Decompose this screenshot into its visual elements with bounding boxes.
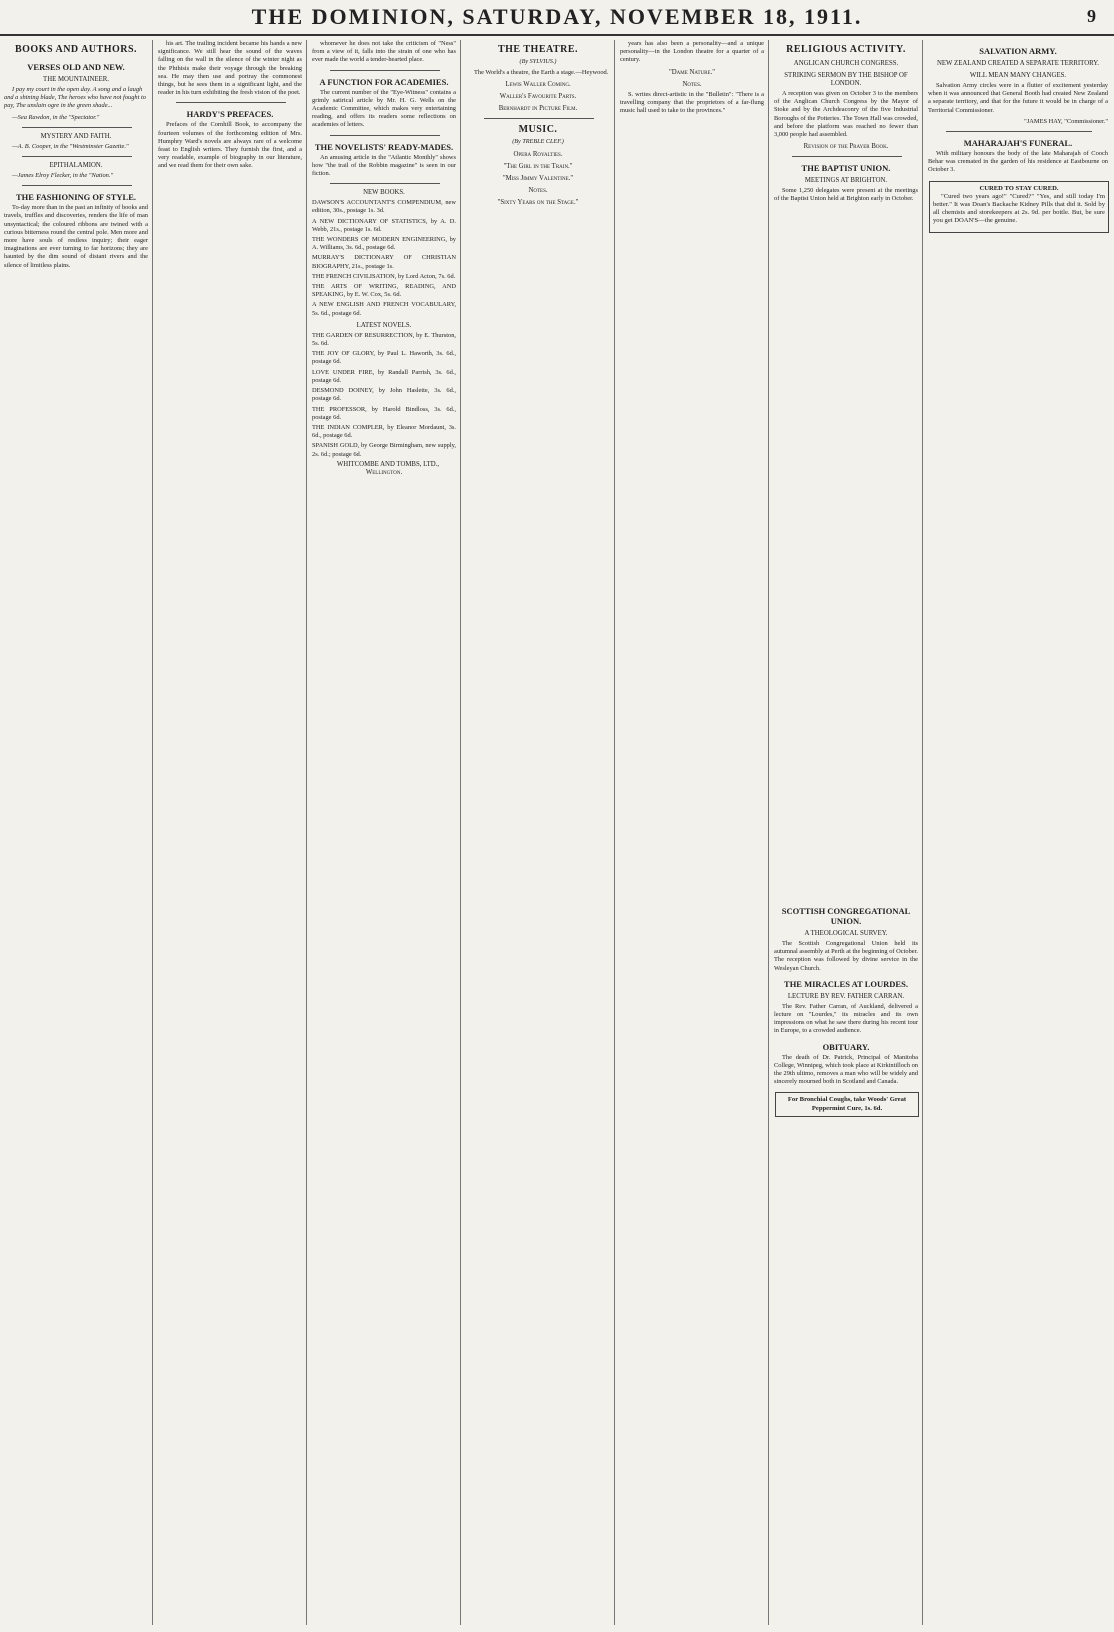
article-body: The Rev. Father Carran, of Auckland, delivered a lecture on "Lourdes," its miracles and its own impressions on what he saw there during his recent tour in Europe, to a crowded audience. — [774, 1002, 918, 1035]
divider — [330, 183, 440, 184]
list-item: THE FRENCH CIVILISATION, by Lord Acton, 7s. 6d. — [312, 272, 456, 280]
subheading: ANGLICAN CHURCH CONGRESS. — [793, 60, 899, 67]
subheading: WILL MEAN MANY CHANGES. — [969, 72, 1067, 79]
heading-scottish-congregational: SCOTTISH CONGREGATIONAL UNION. — [781, 906, 911, 926]
list-item: MURRAY'S DICTIONARY OF CHRISTIAN BIOGRAPHY, 21s., postage 1s. — [312, 254, 456, 270]
column-2 — [156, 40, 307, 1625]
article-body: his art. The trailing incident became his hands a new significance. We still hear the sound of the waves falling on the wall in the silence of the winter night as the Phthisis make their voyage through the breaking sea. He may then use and portray the commonest things, but he sees them in a significant light, and the reader in his turn exhibiting the fresh vision of the poet. — [158, 40, 302, 97]
article-body: years has also been a personality—and a unique personality—in the London theatre for a quarter of a century. — [620, 40, 764, 64]
subheading: Revision of the Prayer Book. — [803, 143, 889, 151]
page-number: 9 — [1087, 6, 1096, 26]
divider — [484, 118, 594, 119]
list-item: LOVE UNDER FIRE, by Randall Parrish, 3s. 6d., postage 6d. — [312, 368, 456, 384]
divider — [792, 156, 902, 157]
subheading: "The Girl in the Train." — [503, 162, 573, 170]
poem-title-mountaineer: THE MOUNTAINEER. — [43, 76, 109, 83]
heading-music: MUSIC. — [518, 124, 558, 136]
novels-list — [310, 332, 460, 459]
column-7 — [926, 40, 1112, 1625]
list-item: THE INDIAN COMPLER, by Eleanor Mordaunt, 3s. 6d., postage 6d. — [312, 423, 456, 440]
heading-latest-novels: LATEST NOVELS. — [356, 321, 412, 329]
subheading: A THEOLOGICAL SURVEY. — [804, 930, 888, 937]
heading-baptist-union: THE BAPTIST UNION. — [801, 163, 891, 174]
article-body: Salvation Army circles were in a flutter of excitement yesterday when it was announced that General Booth had created New Zealand a separate territory, and that for the future it would be in charge of a Territorial Commissioner. — [928, 82, 1108, 114]
poem-author: —Sea Rawdon, in the "Spectator." — [12, 113, 100, 121]
article-body: Prefaces of the Cornhill Book, to accompany the fourteen volumes of the forthcoming edition of Mrs. Humphry Ward's novels are always rare of a welcome feast to English writers. They furnish the first, and a very readable, example of biography in our literature, and we read them for their own sake. — [158, 121, 302, 170]
heading-obituary: OBITUARY. — [822, 1041, 870, 1052]
publisher-name: WHITCOMBE AND TOMBS, LTD., Wellington. — [336, 460, 440, 476]
article-body: The Scottish Congregational Union held its autumnal assembly at Perth at the beginning of October. The reception was followed by divine service in the Wesleyan Church. — [774, 940, 918, 972]
heading-maharajahs-funeral: MAHARAJAH'S FUNERAL. — [963, 138, 1073, 149]
subheading: "Miss Jimmy Valentine." — [502, 174, 574, 182]
subheading: Notes. — [528, 186, 548, 194]
heading-miracles-lourdes: THE MIRACLES AT LOURDES. — [784, 978, 908, 989]
column-3 — [310, 40, 461, 1625]
poem-author: —James Elroy Flecker, in the "Nation." — [12, 172, 114, 180]
subheading: Lewis Waller Coming. — [505, 81, 571, 89]
poem-title-epithalamion: EPITHALAMION. — [49, 162, 103, 170]
article-body: The World's a theatre, the Earth a stage.—Heywood. — [474, 69, 609, 77]
list-item: THE PROFESSOR, by Harold Bindloss, 3s. 6d., postage 6d. — [312, 405, 456, 421]
subheading: MEETINGS AT BRIGHTON. — [804, 177, 888, 185]
heading-novelists-ready-mades: THE NOVELISTS' READY-MADES. — [314, 141, 454, 152]
article-body: A reception was given on October 3 to the members of the Anglican Church Congress by the Mayor of Stoke and by the Archdeaconry of the five Industrial Boroughs of the Potteries. The Town Hall was crowded, and before the platform was reached no fewer than 3,000 people had assembled. — [774, 90, 918, 139]
heading-theatre: THE THEATRE. — [497, 44, 579, 55]
list-item: THE WONDERS OF MODERN ENGINEERING, by A. Williams, 3s. 6d., postage 6d. — [312, 236, 456, 252]
poem-text: I pay my court in the open day. A song and a laugh and a shining blade, The heroes who have not fought to pay, The unslain ogre in the green shade... — [4, 86, 146, 110]
article-body: The death of Dr. Patrick, Principal of Manitoba College, Winnipeg, which took place at Kirkintilloch on the 29th ultimo, removes a man who will be widely and sincerely mourned both in Scotland and Canada. — [774, 1053, 918, 1086]
poem-author: —A. B. Cooper, in the "Westminster Gazette." — [12, 142, 129, 150]
subheading: Opera Royalties. — [513, 150, 563, 158]
divider — [176, 102, 286, 103]
subheading: LECTURE BY REV. FATHER CARRAN. — [787, 992, 905, 1000]
heading-new-books: NEW BOOKS. — [363, 189, 405, 197]
list-item: DAWSON'S ACCOUNTANT'S COMPENDIUM, new edition, 30s., postage 1s. 3d. — [312, 199, 456, 215]
advertisement: For Bronchial Coughs, take Woods' Great Peppermint Cure, 1s. 6d. — [775, 1092, 919, 1116]
article-body: An amusing article in the "Atlantic Monthly" shows how "the trail of the Robbin magazine" is seen in our fiction. — [312, 153, 456, 178]
advertisement — [929, 181, 1109, 233]
ad-heading: CURED TO STAY CURED. — [979, 184, 1059, 192]
heading-fashioning-of-style: THE FASHIONING OF STYLE. — [16, 192, 136, 203]
article-body: To-day more than in the past an infinity of books and travels, truffles and discoveries, renders the life of man unsyntactical; the coloured ribbons are twined with a curious bitterness round the central pole. Men more and more have souls of restless inquiry; their eager imaginations are ever turning to far horizons; they are haunted by the dim sound of distant rivers and the silence of limitless plains. — [4, 204, 148, 269]
list-item: DESMOND DOINEY, by John Haslette, 3s. 6d., postage 6d. — [312, 387, 456, 403]
subheading: NEW ZEALAND CREATED A SEPARATE TERRITORY. — [936, 60, 1099, 67]
column-4 — [464, 40, 615, 1625]
byline: (By TREBLE CLEF.) — [512, 138, 564, 146]
subheading: STRIKING SERMON BY THE BISHOP OF LONDON. — [784, 72, 908, 87]
subheading: Bernhardt in Picture Film. — [498, 105, 578, 113]
byline: (By SYLVIUS.) — [519, 58, 557, 65]
divider — [22, 127, 132, 128]
column-6b — [772, 900, 923, 1625]
divider — [946, 131, 1092, 132]
article-body: The current number of the "Eye-Witness" contains a grimly satirical article by Mr. H. G. Wells on the Academic Committee, which makes very entertaining reading, and offers its readers some reflections on academies of letters. — [312, 88, 456, 129]
heading-salvation-army: SALVATION ARMY. — [979, 46, 1057, 56]
list-item: A NEW ENGLISH AND FRENCH VOCABULARY, 5s. 6d., postage 6d. — [312, 301, 456, 317]
heading-religious-activity: RELIGIOUS ACTIVITY. — [786, 44, 906, 55]
article-body: With military honours the body of the late Maharajah of Cooch Behar was cremated in the garden of his residence at Eastbourne on October 3. — [928, 150, 1108, 174]
list-item: A NEW DICTIONARY OF STATISTICS, by A. D. Webb, 21s., postage 1s. 6d. — [312, 217, 456, 233]
list-item: THE ARTS OF WRITING, READING, AND SPEAKING, by E. W. Cox, 5s. 6d. — [312, 283, 456, 299]
new-books-list — [310, 199, 460, 318]
heading-verses: VERSES OLD AND NEW. — [27, 62, 125, 72]
subheading: Notes. — [682, 80, 702, 88]
heading-function-for-academies: A FUNCTION FOR ACADEMIES. — [319, 76, 449, 87]
article-body: Some 1,250 delegates were present at the meetings of the Baptist Union held at Brighton early in October. — [774, 187, 918, 203]
list-item: THE JOY OF GLORY, by Paul L. Haworth, 3s. 6d., postage 6d. — [312, 350, 456, 366]
masthead — [0, 0, 1114, 36]
poem-title-mystery: MYSTERY AND FAITH. — [40, 132, 112, 140]
divider — [22, 185, 132, 186]
subheading: "Dame Nature." — [669, 68, 715, 76]
column-5 — [618, 40, 769, 1625]
divider — [330, 135, 440, 136]
subheading: "Sixty Years on the Stage." — [497, 198, 579, 206]
heading-hardys-prefaces: HARDY'S PREFACES. — [186, 109, 274, 120]
article-body: S. writes direct-artistic in the "Bulletin": "There is a travelling company that the proprietors of a far-flung music hall used to take to the provinces." — [620, 90, 764, 115]
signature: "JAMES HAY, "Commissioner." — [1024, 117, 1108, 125]
divider — [330, 70, 440, 71]
section-heading-books: BOOKS AND AUTHORS. — [14, 44, 138, 55]
divider — [22, 156, 132, 157]
article-body: whomever he does not take the criticism of "Ness" from a view of it, falls into the strain of one who has ever made the world a tender-hearted place. — [312, 40, 456, 64]
subheading: Waller's Favourite Parts. — [499, 93, 577, 101]
list-item: THE GARDEN OF RESURRECTION, by E. Thurston, 5s. 6d. — [312, 331, 456, 348]
ad-body: "Cured two years ago!" "Cured?" "Yes, and still today I'm better." It was Doan's Backache Kidney Pills that did it. Sold by all chemists and storekeepers at 2s. 9d. per bottle. But, be sure you get DOAN'S—the genuine. — [933, 192, 1105, 225]
newspaper-title: THE DOMINION, SATURDAY, NOVEMBER 18, 1911. — [251, 4, 863, 29]
list-item: SPANISH GOLD, by George Birmingham, new supply, 2s. 6d.; postage 6d. — [312, 442, 456, 458]
column-1 — [2, 40, 153, 1625]
